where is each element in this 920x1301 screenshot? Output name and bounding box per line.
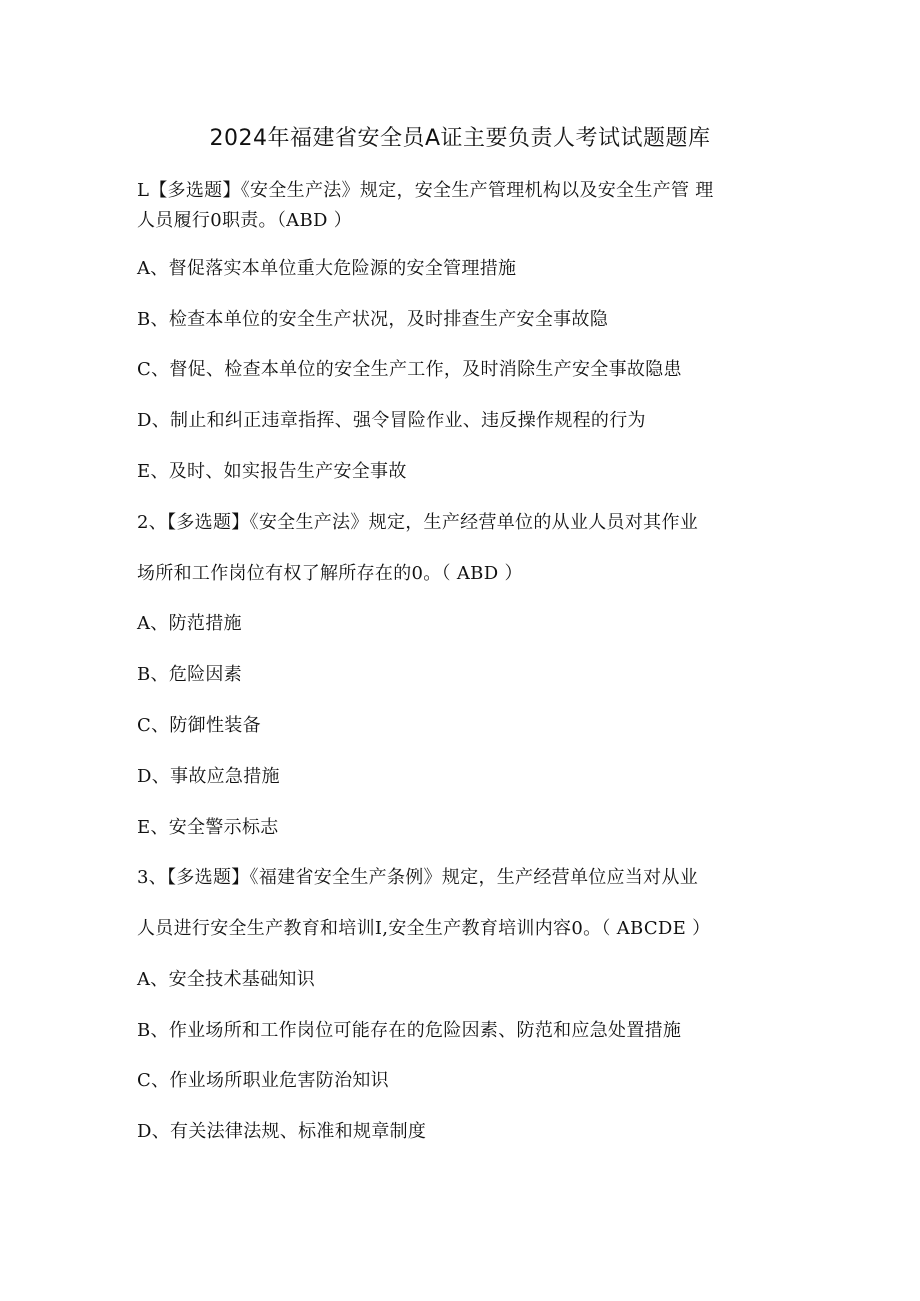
question-2-option-c: C、防御性装备	[137, 715, 261, 736]
question-2-option-b: B、危险因素	[137, 664, 243, 685]
question-1-option-c: C、督促、检查本单位的安全生产工作，及时消除生产安全事故隐患	[137, 359, 682, 380]
question-1-option-b: B、检查本单位的安全生产状况，及时排查生产安全事故隐	[137, 309, 609, 330]
question-1-option-e: E、及时、如实报告生产安全事故	[137, 461, 407, 482]
question-3-option-b: B、作业场所和工作岗位可能存在的危险因素、防范和应急处置措施	[137, 1020, 682, 1041]
question-2-option-e: E、安全警示标志	[137, 817, 279, 838]
question-3-stem-line-2: 人员进行安全生产教育和培训I,安全生产教育培训内容0。（ ABCDE ）	[137, 918, 711, 939]
question-3-stem-line-1: 3、【多选题】《福建省安全生产条例》规定，生产经营单位应当对从业	[137, 867, 699, 888]
question-3-option-d: D、有关法律法规、标准和规章制度	[137, 1121, 427, 1142]
question-2-option-d: D、事故应急措施	[137, 766, 280, 787]
question-3-option-a: A、安全技术基础知识	[137, 969, 315, 990]
question-1-stem-line-2: 人员履行0职责。（ABD ）	[137, 210, 353, 231]
question-1-option-a: A、督促落实本单位重大危险源的安全管理措施	[137, 258, 517, 279]
question-2-stem-line-2: 场所和工作岗位有权了解所存在的0。（ ABD ）	[137, 563, 523, 584]
question-1-stem-line-1: L【多选题】《安全生产法》规定，安全生产管理机构以及安全生产管 理	[137, 180, 714, 201]
question-3-option-c: C、作业场所职业危害防治知识	[137, 1070, 389, 1091]
question-1-option-d: D、制止和纠正违章指挥、强令冒险作业、违反操作规程的行为	[137, 410, 646, 431]
question-2-stem-line-1: 2、【多选题】《安全生产法》规定，生产经营单位的从业人员对其作业	[137, 512, 699, 533]
question-2-option-a: A、防范措施	[137, 613, 242, 634]
document-title: 2024年福建省安全员A证主要负责人考试试题题库	[209, 126, 711, 151]
